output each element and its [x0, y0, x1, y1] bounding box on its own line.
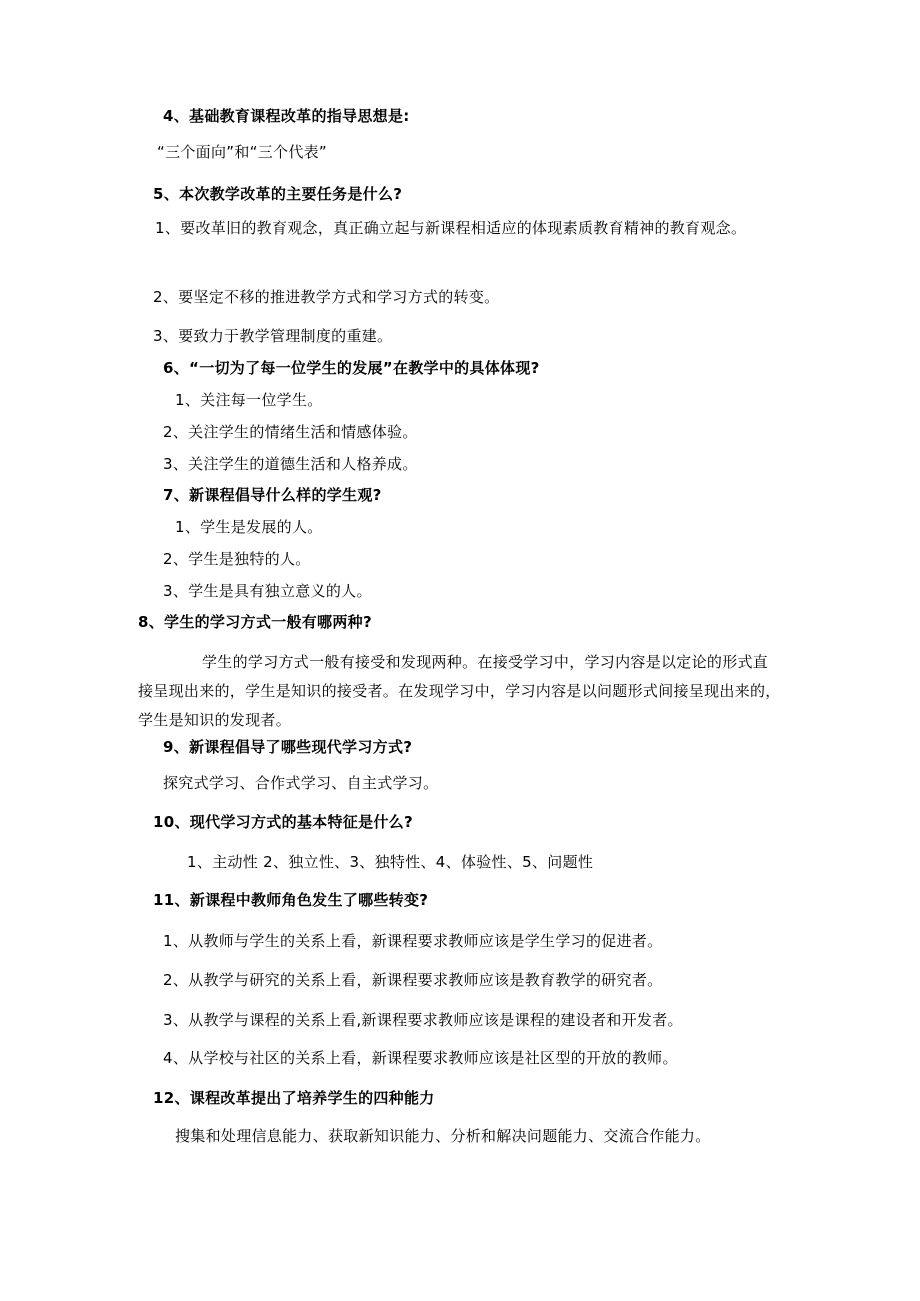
answer-11-2: 2、从教学与研究的关系上看，新课程要求教师应该是教育教学的研究者。 [163, 971, 663, 989]
answer-4-1: “三个面向”和“三个代表” [157, 143, 327, 161]
question-7: 7、新课程倡导什么样的学生观? [163, 486, 382, 504]
question-11: 11、新课程中教师角色发生了哪些转变? [153, 891, 429, 909]
answer-10-1: 1、主动性 2、独立性、3、独特性、4、体验性、5、问题性 [187, 853, 594, 871]
answer-6-2: 2、关注学生的情绪生活和情感体验。 [163, 423, 418, 441]
question-8: 8、学生的学习方式一般有哪两种? [138, 613, 372, 631]
answer-5-3: 3、要致力于教学管理制度的重建。 [153, 327, 393, 345]
answer-6-1: 1、关注每一位学生。 [175, 391, 323, 409]
question-12: 12、课程改革提出了培养学生的四种能力 [153, 1089, 435, 1107]
answer-7-2: 2、学生是独特的人。 [163, 550, 311, 568]
answer-12-1: 搜集和处理信息能力、获取新知识能力、分析和解决问题能力、交流合作能力。 [175, 1127, 711, 1145]
answer-11-4: 4、从学校与社区的关系上看，新课程要求教师应该是社区型的开放的教师。 [163, 1049, 678, 1067]
answer-11-3: 3、从教学与课程的关系上看,新课程要求教师应该是课程的建设者和开发者。 [163, 1011, 683, 1029]
answer-6-3: 3、关注学生的道德生活和人格养成。 [163, 455, 418, 473]
question-9: 9、新课程倡导了哪些现代学习方式? [163, 738, 413, 756]
answer-7-1: 1、学生是发展的人。 [175, 518, 323, 536]
question-6: 6、“一切为了每一位学生的发展”在教学中的具体体现? [163, 359, 540, 377]
answer-5-2: 2、要坚定不移的推进教学方式和学习方式的转变。 [153, 288, 500, 306]
answer-11-1: 1、从教师与学生的关系上看，新课程要求教师应该是学生学习的促进者。 [163, 932, 663, 950]
question-4: 4、基础教育课程改革的指导思想是: [163, 107, 410, 125]
question-5: 5、本次教学改革的主要任务是什么? [153, 185, 403, 203]
answer-8-1: 学生的学习方式一般有接受和发现两种。在接受学习中，学习内容是以定论的形式直接呈现出来的，学生是知识的接受者。在发现学习中，学习内容是以问题形式间接呈现出来的，学生是知识的发现者。 [138, 653, 781, 729]
answer-5-1: 1、要改革旧的教育观念，真正确立起与新课程相适应的体现素质教育精神的教育观念。 [155, 219, 747, 237]
question-10: 10、现代学习方式的基本特征是什么? [153, 813, 413, 831]
answer-7-3: 3、学生是具有独立意义的人。 [163, 582, 372, 600]
answer-9-1: 探究式学习、合作式学习、自主式学习。 [163, 774, 439, 792]
